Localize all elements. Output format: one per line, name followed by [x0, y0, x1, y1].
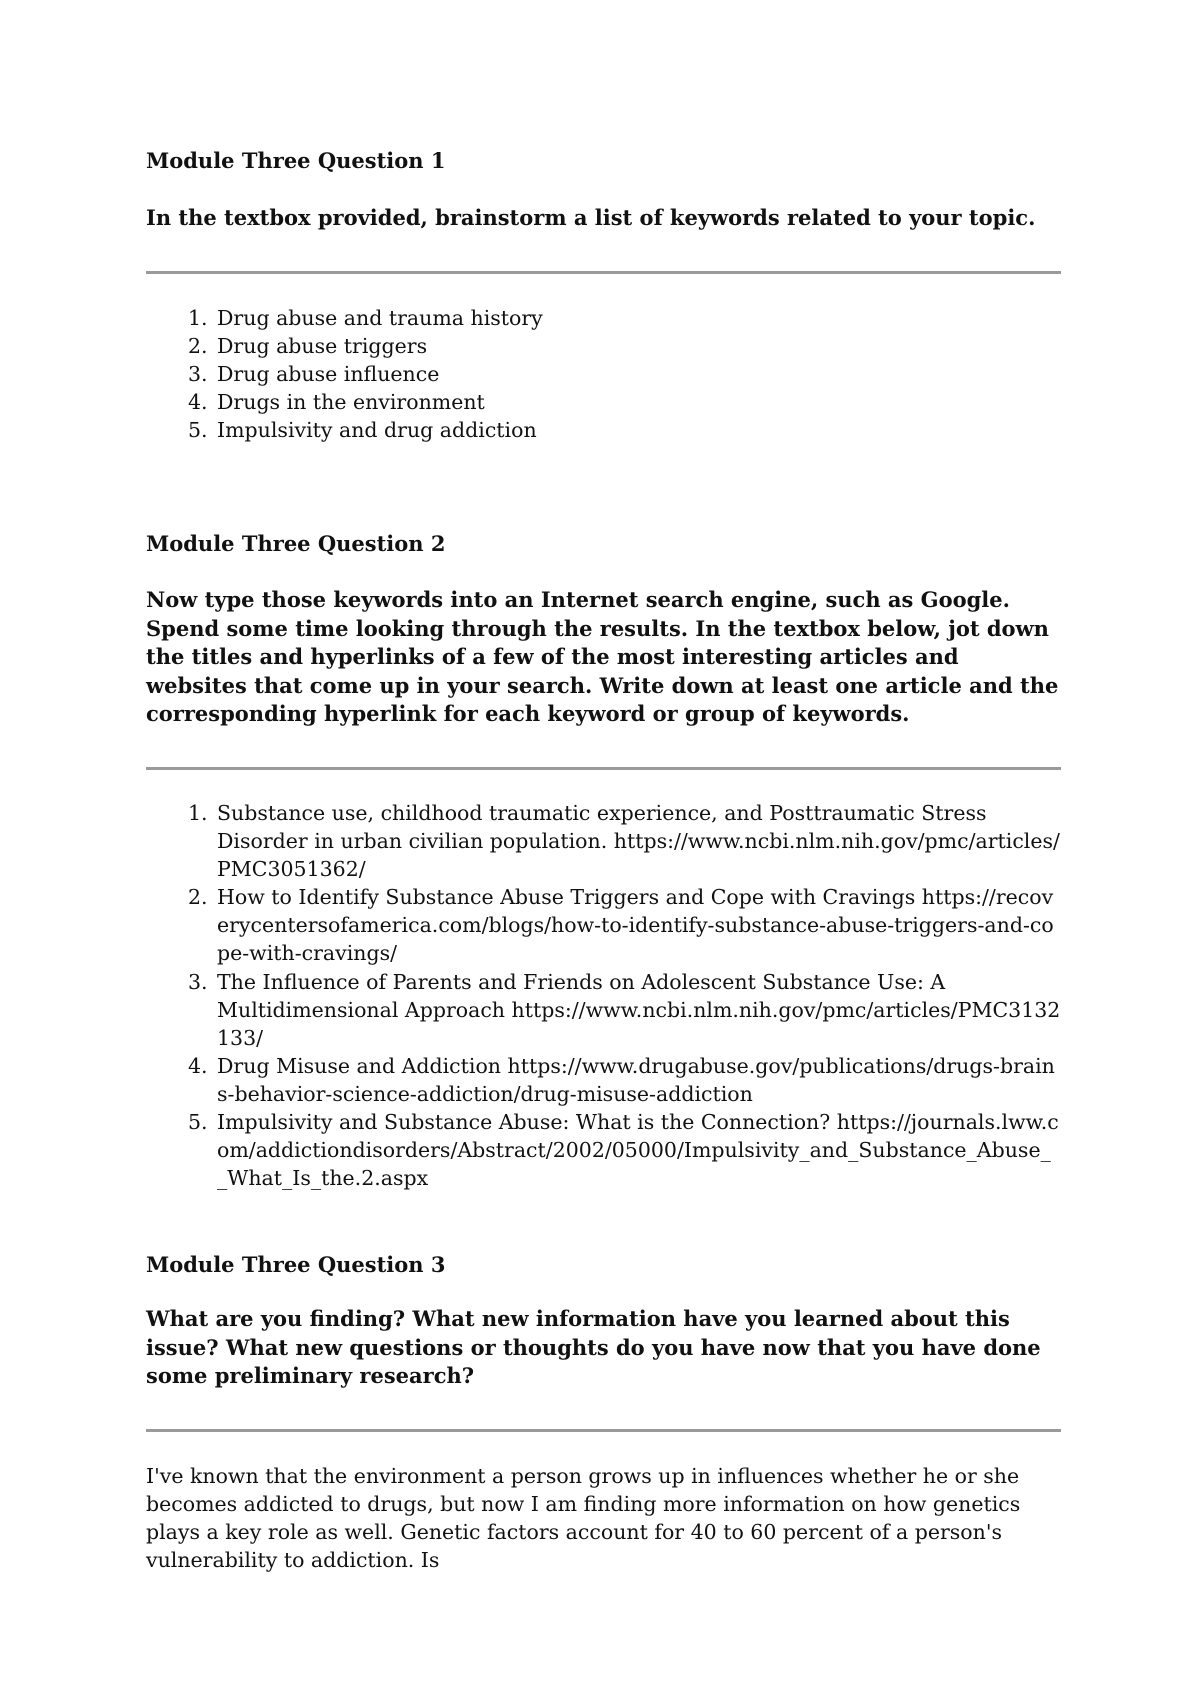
article-hyperlink[interactable]: https://journals.lww.com/addictiondisorders/Abstract/2002/05000/Impulsivity_and_Substance_Abuse__What_Is_the.2.aspx: [217, 1110, 1059, 1191]
keyword-list-item: 1. Drug abuse and trauma history: [188, 306, 543, 330]
question-3-title: Module Three Question 3: [146, 1252, 446, 1277]
question-2-title: Module Three Question 2: [146, 531, 446, 556]
question-2-prompt: Now type those keywords into an Internet search engine, such as Google. Spend some time looking through the results. In the textbox below, jot down the titles and hyperlinks of a few of the most interesting articles and websites that come up in your search. Write down at least one article and the corresponding hyperlink for each keyword or group of keywords.: [146, 587, 1059, 726]
question-1-answer-divider: [146, 271, 1061, 274]
question-1-keyword-list[interactable]: [146, 304, 1061, 444]
question-1-title: Module Three Question 1: [146, 148, 446, 173]
article-list-item: 3. The Influence of Parents and Friends on Adolescent Substance Use: A Multidimensional Approach https://www.ncbi.nlm.nih.gov/pmc/articles/PMC3132133/: [188, 969, 1061, 1050]
keyword-list-item: 5. Impulsivity and drug addiction: [188, 418, 537, 443]
article-hyperlink[interactable]: https://recoverycentersofamerica.com/blogs/how-to-identify-substance-abuse-triggers-and-cope-with-cravings/: [217, 885, 1054, 966]
keyword-list-item: 2. Drug abuse triggers: [188, 334, 428, 359]
article-list-item: 2. How to Identify Substance Abuse Triggers and Cope with Cravings https://recoverycentersofamerica.com/blogs/how-to-identify-substance-abuse-triggers-and-cope-with-cravings/: [188, 885, 1054, 966]
article-title: How to Identify Substance Abuse Triggers and Cope with Cravings: [217, 885, 916, 910]
question-1-prompt-block: [146, 204, 1061, 233]
question-2-prompt-block: [146, 586, 1061, 729]
question-3-answer-text[interactable]: I've known that the environment a person grows up in influences whether he or she becomes addicted to drugs, but now I am finding more information on how genetics plays a key role as well. Genetic factors account for 40 to 60 percent of a person's vulnerability to addiction. Is: [146, 1464, 1021, 1573]
article-list-item: 4. Drug Misuse and Addiction https://www.drugabuse.gov/publications/drugs-brains-behavior-science-addiction/drug-misuse-addiction: [188, 1053, 1055, 1106]
article-hyperlink[interactable]: https://www.ncbi.nlm.nih.gov/pmc/articles/PMC3132133/: [217, 997, 1061, 1050]
article-hyperlink[interactable]: https://www.drugabuse.gov/publications/drugs-brains-behavior-science-addiction/drug-misuse-addiction: [217, 1053, 1055, 1106]
question-1-prompt: In the textbox provided, brainstorm a list of keywords related to your topic.: [146, 205, 1036, 230]
question-2-answer-divider: [146, 767, 1061, 770]
question-1-section: [146, 147, 1061, 175]
question-3-prompt-block: [146, 1305, 1061, 1391]
keyword-list-item: 3. Drug abuse influence: [188, 362, 440, 387]
question-3-section: [146, 1251, 1061, 1279]
article-hyperlink[interactable]: https://www.ncbi.nlm.nih.gov/pmc/articles/PMC3051362/: [217, 829, 1060, 882]
article-title: Substance use, childhood traumatic experience, and Posttraumatic Stress Disorder in urban civilian population.: [217, 801, 987, 854]
keyword-list-item: 4. Drugs in the environment: [188, 390, 485, 415]
question-2-article-list[interactable]: [146, 799, 1061, 1192]
question-3-prompt: What are you finding? What new information have you learned about this issue? What new questions or thoughts do you have now that you have done some preliminary research?: [146, 1306, 1041, 1388]
question-2-section: [146, 530, 1061, 558]
article-title: Drug Misuse and Addiction: [217, 1053, 502, 1078]
article-title: The Influence of Parents and Friends on Adolescent Substance Use: A Multidimensional Approach: [217, 969, 946, 1022]
question-3-answer-divider: [146, 1429, 1061, 1432]
article-list-item: 1. Substance use, childhood traumatic experience, and Posttraumatic Stress Disorder in urban civilian population. https://www.ncbi.nlm.nih.gov/pmc/articles/PMC3051362/: [188, 801, 1060, 882]
article-list-item: 5. Impulsivity and Substance Abuse: What is the Connection? https://journals.lww.com/addictiondisorders/Abstract/2002/05000/Impulsivity_and_Substance_Abuse__What_Is_the.2.aspx: [188, 1110, 1059, 1191]
article-title: Impulsivity and Substance Abuse: What is the Connection?: [217, 1110, 831, 1135]
